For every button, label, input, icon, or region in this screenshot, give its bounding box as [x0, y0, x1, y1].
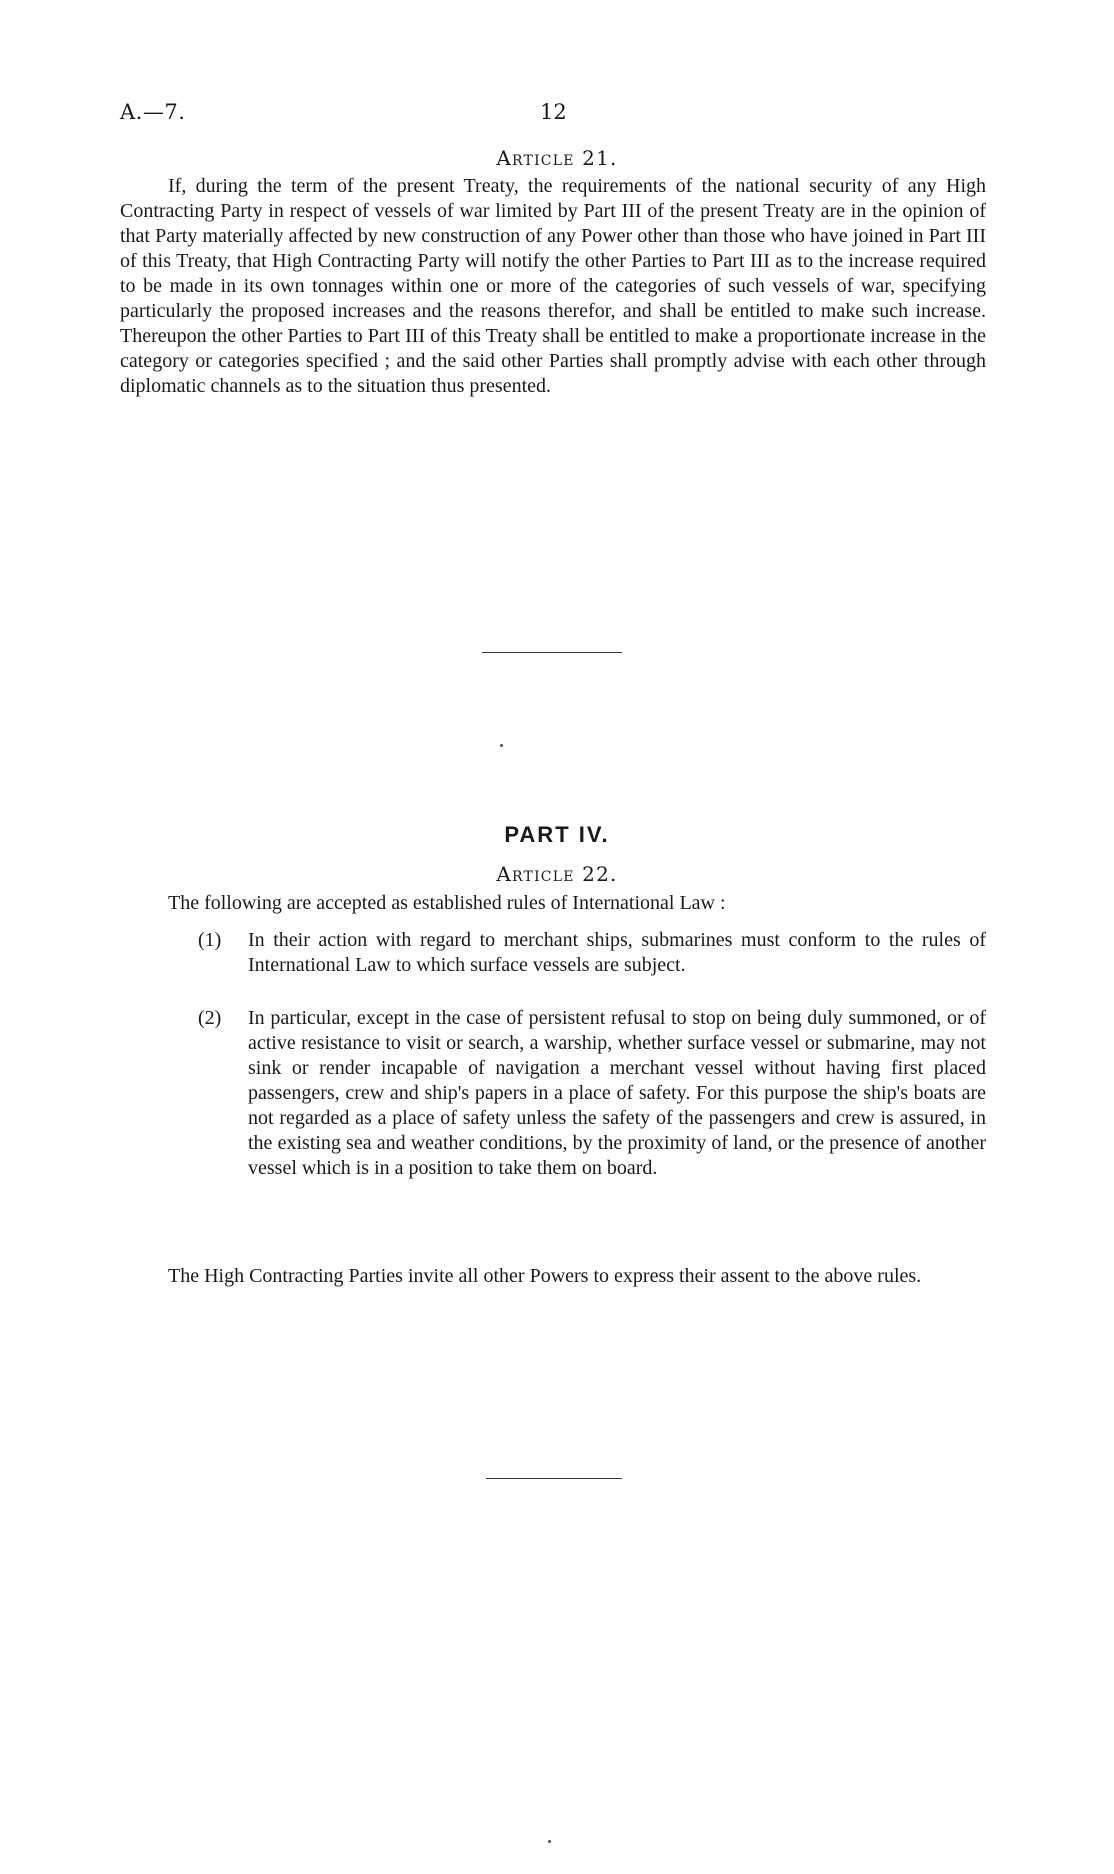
rule-number: (2): [198, 1007, 222, 1029]
article-21-paragraph: If, during the term of the present Treaty, the requirements of the national security of any High Contracting Party in respect of vessels of war limited by Part III of the present Treaty are in the opinion of that Party materially affected by new construction of any Power other than those who have joined in Part III of this Treaty, that High Contracting Party will notify the other Parties to Part III as to the increase required to be made in its own tonnages within one or more of the categories of such vessels of war, specifying particularly the proposed increases and the reasons therefor, and shall be entitled to make such increase. Thereupon the other Parties to Part III of this Treaty shall be entitled to make a proportionate increase in the category or categories specified ; and the said other Parties shall promptly advise with each other through diplomatic channels as to the situation thus presented.: [120, 175, 986, 397]
print-speck: [548, 1840, 551, 1843]
rule-text: In particular, except in the case of persistent refusal to stop on being duly summoned, or of active resistance to visit or search, a warship, whether surface vessel or submarine, may not sink or render incapable of navigation a merchant vessel without having first placed passengers, crew and ship's papers in a place of safety. For this purpose the ship's boats are not regarded as a place of safety unless the safety of the passengers and crew is assured, in the existing sea and weather conditions, by the proximity of land, or the presence of another vessel which is in a position to take them on board.: [248, 1007, 986, 1179]
article-22-intro: The following are accepted as established rules of International Law :: [168, 892, 726, 914]
document-reference: A.—7.: [120, 100, 186, 124]
page-number: 12: [540, 100, 567, 124]
article-21-heading: Article 21.: [496, 146, 618, 170]
rule-item-1: [198, 928, 986, 978]
section-divider: [482, 652, 622, 653]
end-divider: [486, 1478, 622, 1479]
print-speck: [500, 744, 503, 747]
part-iv-heading: PART IV.: [504, 822, 610, 847]
rule-number: (1): [198, 929, 222, 951]
article-22-closing: The High Contracting Parties invite all other Powers to express their assent to the above rules.: [168, 1265, 922, 1287]
rule-item-2: [198, 1006, 986, 1181]
rule-text: In their action with regard to merchant ships, submarines must conform to the rules of International Law to which surface vessels are subject.: [248, 929, 986, 976]
article-22-heading: Article 22.: [496, 862, 618, 886]
